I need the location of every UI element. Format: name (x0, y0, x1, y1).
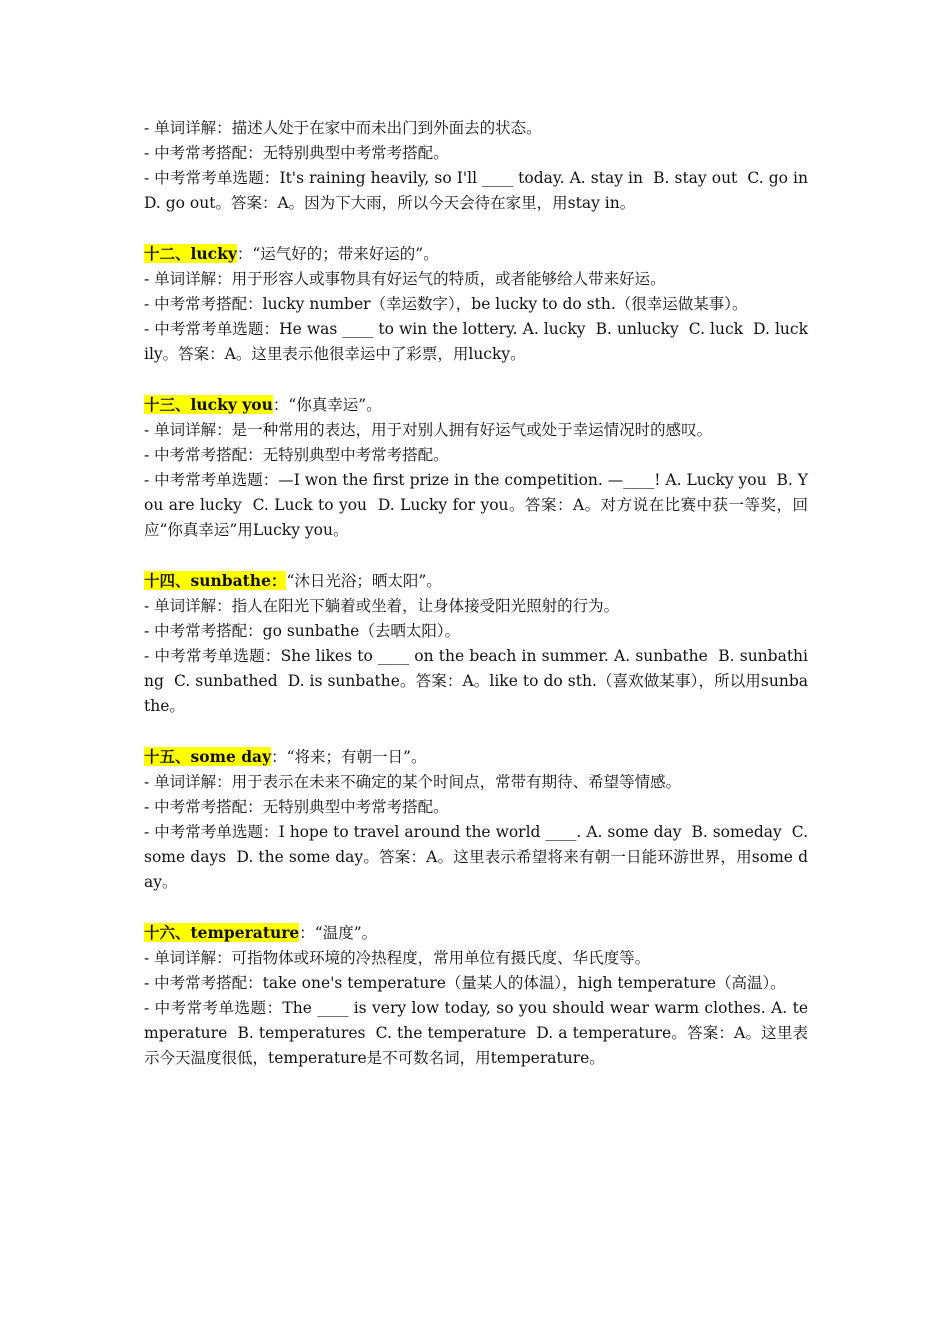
common-collocation: - 中考常考搭配：无特别典型中考常考搭配。 (144, 798, 449, 816)
exam-question: - 中考常考单选题：She likes to ____ on the beach in summer. A. sunbathe B. sunbathing C. sunbathed D. is sunbathe。答案：A。like to do sth.（喜欢做某事），所以用sunbathe。 (144, 647, 808, 715)
highlighted-term: 十二、lucky (144, 244, 237, 263)
section-some-day (144, 744, 813, 895)
highlighted-term: 十六、temperature (144, 923, 300, 942)
term-meaning: “沐日光浴；晒太阳”。 (286, 572, 442, 590)
section-temperature (144, 920, 808, 1071)
word-detail: - 单词详解：可指物体或环境的冷热程度，常用单位有摄氏度、华氏度等。 (144, 949, 651, 967)
term-meaning: ：“将来；有朝一日”。 (271, 748, 427, 766)
word-detail: - 单词详解：用于表示在未来不确定的某个时间点，常带有期待、希望等情感。 (144, 773, 682, 791)
intro-collocation: - 中考常考搭配：无特别典型中考常考搭配。 (144, 144, 449, 162)
word-detail: - 单词详解：用于形容人或事物具有好运气的特质，或者能够给人带来好运。 (144, 270, 666, 288)
highlighted-term: 十五、some day (144, 747, 272, 766)
exam-question: - 中考常考单选题：I hope to travel around the world ____. A. some day B. someday C. some days D. the some day。答案：A。这里表示希望将来有朝一日能环游世界，用some day。 (144, 823, 813, 891)
common-collocation: - 中考常考搭配：go sunbathe（去晒太阳）。 (144, 622, 461, 640)
highlighted-term: 十四、sunbathe： (144, 571, 287, 590)
intro-question: - 中考常考单选题：It's raining heavily, so I'll ____ today. A. stay in B. stay out C. go in D. go out。答案：A。因为下大雨，所以今天会待在家里，用stay in。 (144, 169, 818, 212)
section-heading (144, 568, 808, 594)
section-heading (144, 744, 808, 770)
common-collocation: - 中考常考搭配：无特别典型中考常考搭配。 (144, 446, 449, 464)
section-lucky-you (144, 392, 808, 543)
exam-question: - 中考常考单选题：He was ____ to win the lottery. A. lucky B. unlucky C. luck D. luckily。答案：A。这里表示他很幸运中了彩票，用lucky。 (144, 320, 808, 363)
common-collocation: - 中考常考搭配：lucky number（幸运数字），be lucky to do sth.（很幸运做某事）。 (144, 295, 748, 313)
word-detail: - 单词详解：指人在阳光下躺着或坐着，让身体接受阳光照射的行为。 (144, 597, 620, 615)
term-meaning: ：“温度”。 (299, 924, 378, 942)
section-heading (144, 392, 808, 418)
section-lucky (144, 241, 808, 367)
intro-detail: - 单词详解：描述人处于在家中而未出门到外面去的状态。 (144, 119, 542, 137)
term-meaning: ：“你真幸运”。 (272, 396, 382, 414)
exam-question: - 中考常考单选题：—I won the first prize in the competition. —____! A. Lucky you B. You are lucky C. Luck to you D. Lucky for you。答案：A。对方说在比赛中获一等奖，回应“你真幸运”用Lucky you。 (144, 471, 808, 539)
intro-block (144, 116, 818, 216)
section-heading (144, 920, 808, 946)
highlighted-term: 十三、lucky you (144, 395, 273, 414)
common-collocation: - 中考常考搭配：take one's temperature（量某人的体温），high temperature（高温）。 (144, 974, 786, 992)
section-sunbathe (144, 568, 808, 719)
section-heading (144, 241, 808, 267)
word-detail: - 单词详解：是一种常用的表达，用于对别人拥有好运气或处于幸运情况时的感叹。 (144, 421, 713, 439)
document-content (144, 116, 818, 1071)
exam-question: - 中考常考单选题：The ____ is very low today, so you should wear warm clothes. A. temperature B. temperatures C. the temperature D. a temperature。答案：A。这里表示今天温度很低，temperature是不可数名词，用temperature。 (144, 999, 808, 1067)
term-meaning: ：“运气好的；带来好运的”。 (236, 245, 439, 263)
